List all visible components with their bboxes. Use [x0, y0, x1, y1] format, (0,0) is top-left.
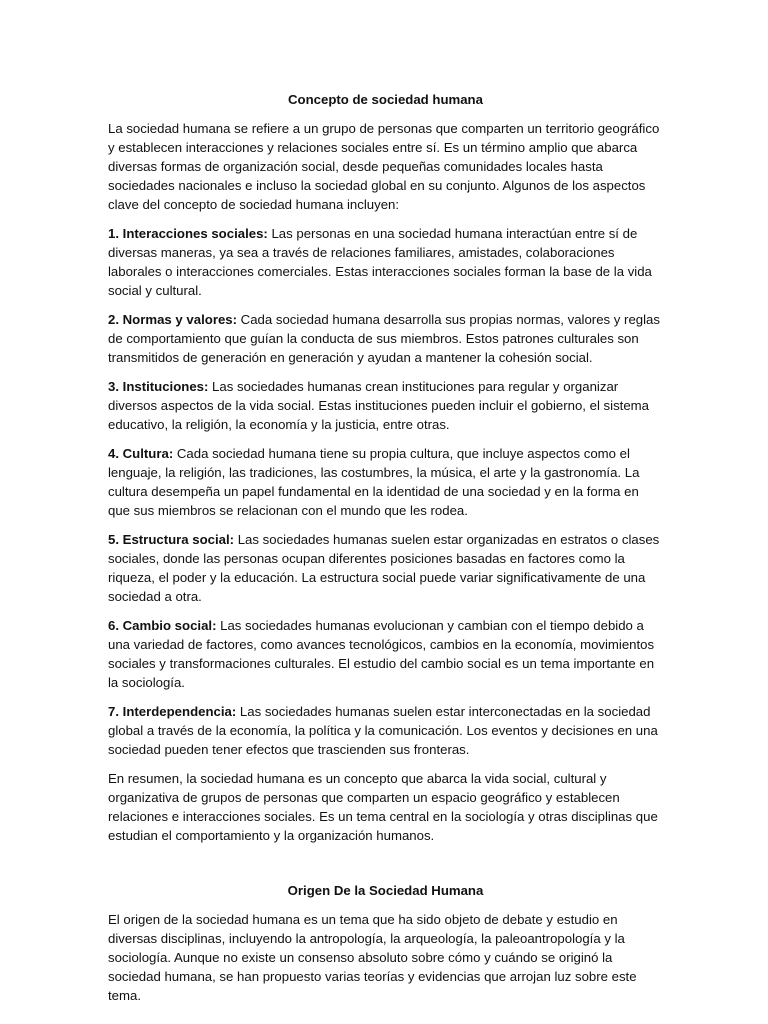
origin-paragraph: El origen de la sociedad humana es un tema que ha sido objeto de debate y estudio en diversas disciplinas, incluyendo la antropología, la arqueología, la paleoantropología y la sociología. Aunque no existe un consenso absoluto sobre cómo y cuándo se originó la sociedad humana, se han propuesto varias teorías y evidencias que arrojan luz sobre este tema.: [108, 912, 637, 1003]
item-text: Las sociedades humanas evolucionan y cambian con el tiempo debido a una variedad de factores, como avances tecnológicos, cambios en la economía, movimientos sociales y transformaciones culturales. El estudio del cambio social es un tema importante en la sociología.: [108, 618, 655, 690]
list-item-cultura: [108, 444, 663, 520]
list-item-cambio: [108, 616, 663, 692]
item-text: Cada sociedad humana desarrolla sus propias normas, valores y reglas de comportamiento que guían la conducta de sus miembros. Estos patrones culturales son transmitidos de generación en generación y ayudan a mantener la cohesión social.: [108, 312, 660, 365]
list-item-interacciones: [108, 224, 663, 300]
section-title-origen: Origen De la Sociedad Humana: [287, 883, 484, 898]
item-text: Las personas en una sociedad humana interactúan entre sí de diversas maneras, ya sea a través de relaciones familiares, amistades, colaboraciones laborales o interacciones comerciales. Estas interacciones sociales forman la base de la vida social y cultural.: [108, 226, 652, 298]
list-item-normas: [108, 310, 663, 367]
item-label: 2. Normas y valores:: [108, 312, 238, 327]
intro-paragraph: La sociedad humana se refiere a un grupo de personas que comparten un territorio geográfico y establecen interacciones y relaciones sociales entre sí. Es un término amplio que abarca diversas formas de organización social, desde pequeñas comunidades locales hasta sociedades nacionales e incluso la sociedad global en su conjunto. Algunos de los aspectos clave del concepto de sociedad humana incluyen:: [108, 121, 660, 212]
document-body: [108, 90, 663, 1015]
item-text: Las sociedades humanas suelen estar interconectadas en la sociedad global a través de la economía, la política y la comunicación. Los eventos y decisiones en una sociedad pueden tener efectos que trascienden sus fronteras.: [108, 704, 658, 757]
list-item-instituciones: [108, 377, 663, 434]
item-label: 1. Interacciones sociales:: [108, 226, 268, 241]
item-text: Las sociedades humanas crean instituciones para regular y organizar diversos aspectos de la vida social. Estas instituciones pueden incluir el gobierno, el sistema educativo, la religión, la economía y la justicia, entre otras.: [108, 379, 649, 432]
list-item-interdependencia: [108, 702, 663, 759]
item-label: 7. Interdependencia:: [108, 704, 237, 719]
list-item-estructura: [108, 530, 663, 606]
item-label: 5. Estructura social:: [108, 532, 235, 547]
section-title-concepto: Concepto de sociedad humana: [288, 92, 483, 107]
item-text: Cada sociedad humana tiene su propia cultura, que incluye aspectos como el lenguaje, la religión, las tradiciones, las costumbres, la música, el arte y la gastronomía. La cultura desempeña un papel fundamental en la identidad de una sociedad y en la forma en que sus miembros se relacionan con el mundo que les rodea.: [108, 446, 640, 518]
item-label: 3. Instituciones:: [108, 379, 209, 394]
item-label: 4. Cultura:: [108, 446, 174, 461]
summary-paragraph: En resumen, la sociedad humana es un concepto que abarca la vida social, cultural y organizativa de grupos de personas que comparten un espacio geográfico y establecen relaciones e interacciones sociales. Es un tema central en la sociología y otras disciplinas que estudian el comportamiento y la organización humanos.: [108, 771, 658, 843]
item-text: Las sociedades humanas suelen estar organizadas en estratos o clases sociales, donde las personas ocupan diferentes posiciones basadas en factores como la riqueza, el poder y la educación. La estructura social puede variar significativamente de una sociedad a otra.: [108, 532, 660, 604]
item-label: 6. Cambio social:: [108, 618, 217, 633]
